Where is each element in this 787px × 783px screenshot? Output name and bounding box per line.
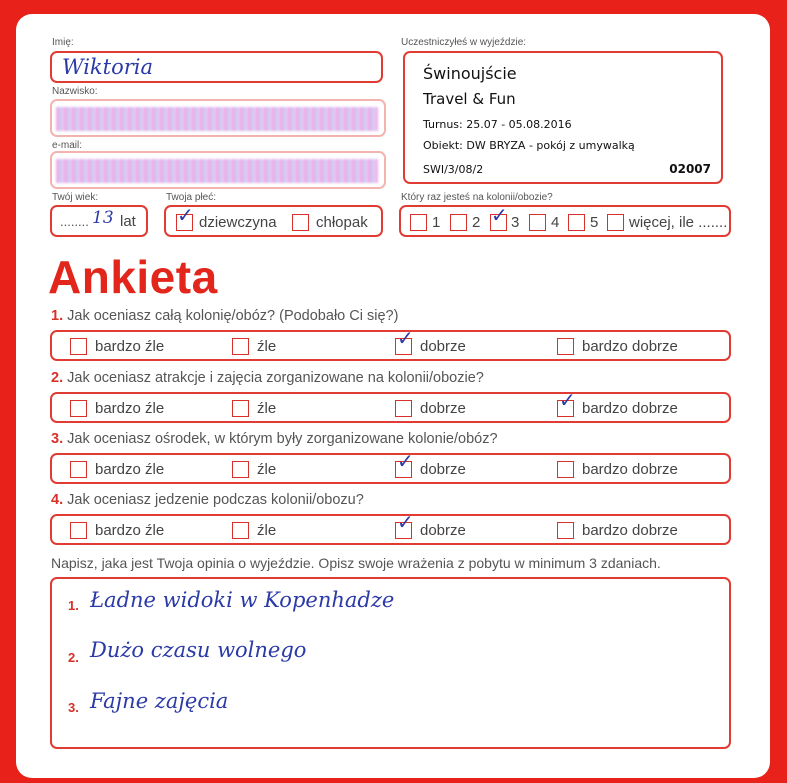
email-field[interactable]	[50, 151, 386, 189]
trip-obiekt: Obiekt: DW BRYZA - pokój z umywalką	[423, 139, 635, 152]
gender-field	[164, 205, 383, 237]
answer-checkbox[interactable]	[557, 461, 574, 478]
answer-option-label: bardzo dobrze	[582, 461, 678, 478]
question-label: Jak oceniasz atrakcje i zajęcia zorganizowane na kolonii/obozie?	[67, 370, 484, 386]
opinion-number: 1.	[68, 598, 79, 613]
answer-checkbox[interactable]	[232, 461, 249, 478]
question-text	[51, 431, 498, 447]
age-value: 13	[92, 208, 114, 228]
times-option-1: 1	[432, 214, 441, 231]
answer-checkbox[interactable]	[232, 338, 249, 355]
question-number: 4.	[51, 492, 64, 508]
gender-checkbox-boy[interactable]	[292, 214, 309, 231]
question-number: 3.	[51, 431, 64, 447]
answer-row	[50, 449, 731, 484]
age-field[interactable]	[50, 205, 148, 237]
times-checkbox-4[interactable]	[529, 214, 546, 231]
answer-option-label: źle	[257, 338, 277, 355]
answer-option-label: bardzo źle	[95, 461, 165, 478]
trip-turnus: Turnus: 25.07 - 05.08.2016	[423, 118, 572, 131]
age-unit: lat	[120, 213, 136, 230]
question-label: Jak oceniasz ośrodek, w którym były zorganizowane kolonie/obóz?	[67, 431, 498, 447]
answer-option-label: bardzo dobrze	[582, 338, 678, 355]
trip-label: Uczestniczyłeś w wyjeździe:	[401, 37, 527, 48]
answer-option-label: bardzo dobrze	[582, 522, 678, 539]
age-dots: ........	[60, 214, 89, 229]
answer-checkmark: ✓	[559, 388, 576, 412]
redacted-email	[56, 159, 378, 183]
answer-option-label: dobrze	[420, 522, 466, 539]
times-label: Który raz jesteś na kolonii/obozie?	[401, 192, 553, 203]
times-option-more: więcej, ile .......	[629, 214, 728, 231]
answer-checkbox[interactable]	[70, 461, 87, 478]
answer-row	[50, 388, 731, 423]
answer-row	[50, 510, 731, 545]
gender-option-boy: chłopak	[316, 214, 368, 231]
opinion-text: Dużo czasu wolnego	[90, 638, 307, 662]
answer-checkmark: ✓	[397, 510, 414, 534]
age-label: Twój wiek:	[52, 192, 99, 203]
answer-checkmark: ✓	[397, 326, 414, 350]
question-text	[51, 308, 398, 324]
first-name-field[interactable]	[50, 51, 383, 83]
answer-checkmark: ✓	[397, 449, 414, 473]
answer-option-label: dobrze	[420, 400, 466, 417]
times-option-4: 4	[551, 214, 560, 231]
answer-checkbox[interactable]	[70, 400, 87, 417]
opinion-text: Ładne widoki w Kopenhadze	[90, 588, 395, 612]
answer-checkbox[interactable]	[70, 338, 87, 355]
answer-option-label: bardzo źle	[95, 400, 165, 417]
first-name-value: Wiktoria	[62, 55, 154, 79]
answer-checkbox[interactable]	[70, 522, 87, 539]
answer-option-label: źle	[257, 400, 277, 417]
answer-option-label: źle	[257, 461, 277, 478]
opinion-prompt: Napisz, jaka jest Twoja opinia o wyjeździe. Opisz swoje wrażenia z pobytu w minimum 3 zdaniach.	[51, 555, 661, 571]
trip-city: Świnoujście	[423, 64, 517, 83]
answer-checkbox[interactable]	[232, 522, 249, 539]
question-label: Jak oceniasz całą kolonię/obóz? (Podobało Ci się?)	[67, 308, 399, 324]
answer-checkbox[interactable]	[395, 400, 412, 417]
times-checkbox-1[interactable]	[410, 214, 427, 231]
opinion-box[interactable]	[50, 577, 731, 749]
times-checkbox-more[interactable]	[607, 214, 624, 231]
trip-sticker	[403, 51, 723, 184]
question-label: Jak oceniasz jedzenie podczas kolonii/obozu?	[67, 492, 364, 508]
answer-option-label: dobrze	[420, 461, 466, 478]
gender-label: Twoja płeć:	[166, 192, 217, 203]
girl-checkmark: ✓	[177, 203, 194, 227]
first-name-label: Imię:	[52, 37, 74, 48]
times-option-3: 3	[511, 214, 520, 231]
gender-option-girl: dziewczyna	[199, 214, 277, 231]
answer-option-label: bardzo źle	[95, 522, 165, 539]
times-checkbox-2[interactable]	[450, 214, 467, 231]
question-text	[51, 370, 484, 386]
question-number: 2.	[51, 370, 64, 386]
last-name-field[interactable]	[50, 99, 386, 137]
opinion-number: 2.	[68, 650, 79, 665]
trip-company: Travel & Fun	[423, 90, 516, 108]
opinion-number: 3.	[68, 700, 79, 715]
answer-option-label: dobrze	[420, 338, 466, 355]
answer-checkbox[interactable]	[557, 522, 574, 539]
answer-checkbox[interactable]	[232, 400, 249, 417]
times-field	[399, 205, 731, 237]
trip-code: SWI/3/08/2	[423, 163, 484, 176]
question-text	[51, 492, 364, 508]
trip-number: 02007	[669, 162, 711, 176]
times-checkbox-5[interactable]	[568, 214, 585, 231]
last-name-label: Nazwisko:	[52, 86, 98, 97]
answer-option-label: bardzo źle	[95, 338, 165, 355]
answer-row	[50, 326, 731, 361]
times-3-checkmark: ✓	[491, 203, 508, 227]
page-title: Ankieta	[48, 251, 218, 303]
redacted-last-name	[56, 107, 378, 131]
times-option-5: 5	[590, 214, 599, 231]
answer-option-label: źle	[257, 522, 277, 539]
opinion-text: Fajne zajęcia	[90, 689, 229, 713]
question-number: 1.	[51, 308, 64, 324]
answer-checkbox[interactable]	[557, 338, 574, 355]
answer-option-label: bardzo dobrze	[582, 400, 678, 417]
email-label: e-mail:	[52, 140, 83, 151]
times-option-2: 2	[472, 214, 481, 231]
